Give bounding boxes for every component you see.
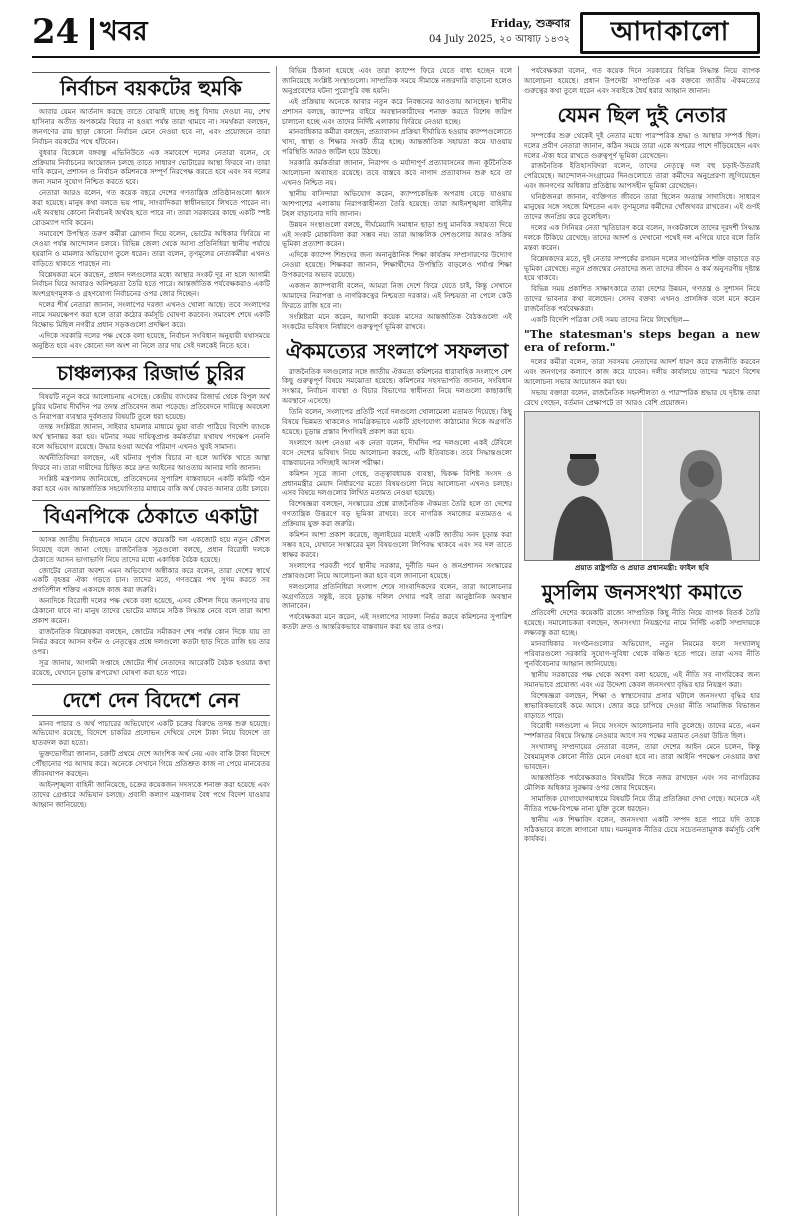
article-paragraph: পর্যবেক্ষকরা বলেন, গত কয়েক দিনে সরকারের বিভিন্ন সিদ্ধান্ত নিয়ে ব্যাপক আলোচনা হয়েছে। প্রধান উপদেষ্টা সাম্প্রতিক এক বক্তব্যে জাতীয় ঐকমত্যের গুরুত্বের কথা তুলে ধরেন এবং সবাইকে ধৈর্য ধরার আহ্বান জানান। bbox=[524, 66, 760, 95]
article-paragraph: কমিশন আশা প্রকাশ করেছে, জুলাইয়ের মধ্যেই একটি জাতীয় সনদ চূড়ান্ত করা সম্ভব হবে, যেখানে সংস্কারের মূল বিষয়গুলো লিপিবদ্ধ থাকবে এবং সব দল তাতে স্বাক্ষর করবে। bbox=[282, 530, 512, 559]
article-paragraph: স্থানীয় সরকারের পক্ষ থেকে অবশ্য বলা হয়েছে, এই নীতি সব নাগরিকের জন্য সমানভাবে প্রযোজ্য এবং এর উদ্দেশ্য কেবল জনসংখ্যা বৃদ্ধির হার নিয়ন্ত্রণ করা। bbox=[524, 669, 760, 689]
article-paragraph: সংলাপে অংশ নেওয়া এক নেতা বলেন, দীর্ঘদিন পর দলগুলো একই টেবিলে বসে দেশের ভবিষ্যৎ নিয়ে আলোচনা করছে, এটি ইতিবাচক। তবে সিদ্ধান্তগুলো বাস্তবায়নের সদিচ্ছাই আসল পরীক্ষা। bbox=[282, 437, 512, 467]
article-paragraph: পর্যবেক্ষকরা মনে করেন, এই সংলাপের সাফল্য নির্ভর করবে কমিশনের সুপারিশ কতটা দ্রুত ও আন্তরিকভাবে বাস্তবায়ন করা হয় তার ওপর। bbox=[282, 612, 512, 632]
article-headline: চাঞ্চল্যকর রিজার্ভ চুরির bbox=[32, 357, 270, 389]
article-paragraph: নেতারা আরও বলেন, গত কয়েক বছরে দেশের গণতান্ত্রিক প্রতিষ্ঠানগুলো ধ্বংস করা হয়েছে। মানুষ কথা বলতে ভয় পায়, সাংবাদিকরা স্বাধীনভাবে লিখতে পারেন না। এই অবস্থায় কোনো নির্বাচনই অর্থবহ হতে পারে না। তারা সরকারের কাছে একটি স্পষ্ট রোডম্যাপ দাবি করেন। bbox=[32, 188, 270, 227]
article-paragraph: রাজনৈতিক দলগুলোর সঙ্গে জাতীয় ঐকমত্য কমিশনের ধারাবাহিক সংলাপে বেশ কিছু গুরুত্বপূর্ণ বিষয়ে সমঝোতা হয়েছে। কমিশনের সহসভাপতি জানান, সংবিধান সংস্কার, নির্বাচন ব্যবস্থা ও বিচার বিভাগের স্বাধীনতা নিয়ে দলগুলো কাছাকাছি অবস্থানে এসেছে। bbox=[282, 366, 512, 406]
article-paragraph: বিশেষজ্ঞরা বলছেন, সংস্কারের প্রশ্নে রাজনৈতিক ঐকমত্য তৈরি হলে তা দেশের গণতান্ত্রিক উত্তরণে বড় ভূমিকা রাখবে। তবে নাগরিক সমাজের মতামতও এ প্রক্রিয়ায় যুক্ত করা জরুরি। bbox=[282, 499, 512, 529]
article-paragraph: মানবাধিকার সংগঠনগুলোর অভিযোগ, নতুন নিয়মের ফলে সংখ্যালঘু পরিবারগুলো সরকারি সুযোগ-সুবিধা থেকে বঞ্চিত হতে পারে। তারা এসব নীতি পুনর্বিবেচনার আহ্বান জানিয়েছে। bbox=[524, 639, 760, 668]
article-paragraph: একটি বিদেশি পত্রিকা সেই সময় তাদের নিয়ে লিখেছিল— bbox=[531, 315, 690, 325]
section-name: খবর bbox=[100, 16, 148, 47]
article-paragraph: মানবাধিকার কর্মীরা বলছেন, প্রত্যাবাসন প্রক্রিয়া দীর্ঘায়িত হওয়ায় ক্যাম্পগুলোতে খাদ্য, স্বাস্থ্য ও শিক্ষার সংকট তীব্র হচ্ছে। আন্তর্জাতিক সহায়তা কমে যাওয়ায় পরিস্থিতি আরও জটিল হয়ে উঠছে। bbox=[282, 127, 512, 157]
photo-left-portrait bbox=[525, 412, 642, 560]
person-silhouette-icon bbox=[548, 440, 618, 560]
article-headline: দেশে দেন বিদেশে নেন bbox=[32, 684, 270, 716]
article-paragraph: এদিকে ক্যাম্পে শিশুদের জন্য অনানুষ্ঠানিক শিক্ষা কার্যক্রম সম্প্রসারণের উদ্যোগ নেওয়া হয়েছে। শিক্ষকরা জানান, শিক্ষার্থীদের উপস্থিতি বাড়লেও পর্যাপ্ত শিক্ষা উপকরণের অভাব রয়েছে। bbox=[282, 250, 512, 280]
article-paragraph: আইনশৃঙ্খলা বাহিনী জানিয়েছে, চক্রের কয়েকজন সদস্যকে শনাক্ত করা হয়েছে এবং তাদের গ্রেপ্তারে অভিযান চলছে। প্রবাসী কল্যাণ মন্ত্রণালয় বৈধ পথে বিদেশ যাওয়ার আহ্বান জানিয়েছে। bbox=[32, 779, 270, 809]
article-paragraph: সংলাপের পরবর্তী পর্বে স্থানীয় সরকার, দুর্নীতি দমন ও জনপ্রশাসন সংস্কারের প্রস্তাবগুলো নিয়ে আলোচনা করা হবে বলে জানানো হয়েছে। bbox=[282, 560, 512, 580]
article-paragraph: প্রতিবেশী দেশের কয়েকটি রাজ্যে সাম্প্রতিক কিছু নীতি নিয়ে ব্যাপক বিতর্ক তৈরি হয়েছে। সমালোচকরা বলছেন, জনসংখ্যা নিয়ন্ত্রণের নামে নির্দিষ্ট একটি সম্প্রদায়কে লক্ষ্যবস্তু করা হচ্ছে। bbox=[524, 608, 760, 638]
photo-right-portrait bbox=[642, 412, 760, 560]
article-paragraph: অন্যদিকে বিরোধী দলের পক্ষ থেকে বলা হয়েছে, এসব কৌশল দিয়ে জনগণের রায় ঠেকানো যাবে না। মানুষ তাদের ভোটের মাধ্যমে সঠিক সিদ্ধান্ত নেবে বলে তারা আশা প্রকাশ করেন। bbox=[32, 596, 270, 626]
article-paragraph: সংশ্লিষ্টরা মনে করেন, আগামী কয়েক মাসের আন্তর্জাতিক বৈঠকগুলো এই সংকটের ভবিষ্যৎ নির্ধারণে গুরুত্বপূর্ণ ভূমিকা রাখবে। bbox=[282, 311, 512, 331]
newspaper-logo: আদাকালো bbox=[580, 12, 760, 54]
dateline bbox=[429, 16, 570, 48]
article-paragraph: ঘনিষ্ঠজনরা জানান, ব্যক্তিগত জীবনে তারা ছিলেন অত্যন্ত সাদাসিধে। সাধারণ মানুষের সঙ্গে সহজে মিশতেন এবং তৃণমূলের কর্মীদের খোঁজখবর রাখতেন। এই গুণই তাদের জনপ্রিয় করে তুলেছিল। bbox=[524, 192, 760, 221]
article-paragraph: বিষয়টি নতুন করে আলোচনায় এসেছে। কেন্দ্রীয় ব্যাংকের রিজার্ভ থেকে বিপুল অর্থ চুরির ঘটনায় দীর্ঘদিন পর তদন্ত প্রতিবেদন জমা পড়েছে। প্রতিবেদনে দায়িত্বে অবহেলা ও নিরাপত্তা ব্যবস্থার দুর্বলতার বিষয়টি তুলে ধরা হয়েছে। bbox=[32, 391, 270, 421]
article-paragraph: সম্পর্কের শুরু থেকেই দুই নেতার মধ্যে পারস্পরিক শ্রদ্ধা ও আস্থার সম্পর্ক ছিল। দলের প্রবীণ নেতারা জানান, কঠিন সময়ে তারা একে অপরের পাশে দাঁড়িয়েছেন এবং দলের ঐক্য ধরে রাখতে গুরুত্বপূর্ণ ভূমিকা রেখেছেন। bbox=[524, 130, 760, 160]
photo-caption: প্রয়াত রাষ্ট্রপতি ও প্রয়াত প্রধানমন্ত্রী: ফাইল ছবি bbox=[575, 563, 709, 573]
article-paragraph: বিশ্লেষকদের মতে, দুই নেতার সম্পর্কের রসায়ন দলের সাংগঠনিক শক্তি বাড়াতে বড় ভূমিকা রেখেছে। নতুন প্রজন্মের নেতাদের জন্য তাদের জীবন ও কর্ম অনুসরণীয় দৃষ্টান্ত হয়ে থাকবে। bbox=[524, 253, 760, 283]
article-paragraph: জোটের নেতারা অবশ্য এমন অভিযোগ অস্বীকার করে বলেন, তারা দেশের স্বার্থে একটি বৃহত্তর ঐক্য গড়তে চান। তাদের মতে, গণতন্ত্রের পথ সুগম করতে সব প্রগতিশীল শক্তির একসঙ্গে কাজ করা জরুরি। bbox=[32, 565, 270, 595]
article-paragraph: এদিকে সরকারি দলের পক্ষ থেকে বলা হয়েছে, নির্বাচন সংবিধান অনুযায়ী যথাসময়ে অনুষ্ঠিত হবে এবং কোনো দল অংশ না নিলে তার দায় সেই দলকেই নিতে হবে। bbox=[32, 330, 270, 350]
column-middle bbox=[282, 66, 512, 1218]
article-paragraph: বিশ্লেষকরা মনে করছেন, প্রধান দলগুলোর মধ্যে আস্থার সংকট দূর না হলে আগামী নির্বাচন ঘিরে আবারও অনিশ্চয়তা তৈরি হতে পারে। আন্তর্জাতিক পর্যবেক্ষকরাও একটি অংশগ্রহণমূলক ও গ্রহণযোগ্য নির্বাচনের ওপর জোর দিচ্ছেন। bbox=[32, 269, 270, 299]
pull-quote: "The statesman's steps began a new era of reform." bbox=[524, 327, 760, 354]
article-paragraph: দলের এক সিনিয়র নেতা স্মৃতিচারণ করে বলেন, সংকটকালে তাদের দূরদর্শী সিদ্ধান্ত দলকে টিকিয়ে রেখেছে। তাদের আদর্শ ও দেখানো পথেই দল এগিয়ে যাবে বলে তিনি মন্তব্য করেন। bbox=[524, 222, 760, 252]
article-paragraph: স্থানীয় বাসিন্দারা অভিযোগ করেন, ক্যাম্পকেন্দ্রিক অপরাধ বেড়ে যাওয়ায় আশপাশের এলাকায় নিরাপত্তাহীনতা তৈরি হয়েছে। তারা আইনশৃঙ্খলা বাহিনীর টহল বাড়ানোর দাবি জানান। bbox=[282, 188, 512, 218]
article-paragraph: আসন্ন জাতীয় নির্বাচনকে সামনে রেখে কয়েকটি দল একজোট হয়ে নতুন কৌশল নিয়েছে বলে জানা গেছে। রাজনৈতিক সূত্রগুলো বলছে, প্রধান বিরোধী দলকে ঠেকাতে আসন ভাগাভাগি নিয়ে তাদের মধ্যে একাধিক বৈঠক হয়েছে। bbox=[32, 534, 270, 564]
article-paragraph: মানব পাচার ও অর্থ পাচারের অভিযোগে একটি চক্রের বিরুদ্ধে তদন্ত শুরু হয়েছে। অভিযোগ রয়েছে, বিদেশে চাকরির প্রলোভন দেখিয়ে দেশে টাকা নিয়ে বিদেশে তা হাতবদল করা হতো। bbox=[32, 718, 270, 748]
article-paragraph: কমিশন সূত্রে জানা গেছে, তত্ত্বাবধায়ক ব্যবস্থা, দ্বিকক্ষ বিশিষ্ট সংসদ ও প্রধানমন্ত্রীর মেয়াদ নির্ধারণের মতো বিষয়গুলো নিয়ে আলোচনা এখনও চলছে। এসব বিষয়ে দলগুলোর লিখিত মতামত নেওয়া হয়েছে। bbox=[282, 468, 512, 498]
article-paragraph: দলগুলোর প্রতিনিধিরা সংলাপ শেষে সাংবাদিকদের বলেন, তারা আলোচনার অগ্রগতিতে সন্তুষ্ট, তবে চূড়ান্ত দলিল দেখার পরই তারা আনুষ্ঠানিক অবস্থান জানাবেন। bbox=[282, 581, 512, 611]
article-paragraph: আন্তর্জাতিক পর্যবেক্ষকরাও বিষয়টির দিকে নজর রাখছেন এবং সব নাগরিকের মৌলিক অধিকার সুরক্ষার ওপর জোর দিয়েছেন। bbox=[524, 772, 760, 792]
article-paragraph: একজন ক্যাম্পবাসী বলেন, আমরা নিজ দেশে ফিরে যেতে চাই, কিন্তু সেখানে আমাদের নিরাপত্তা ও নাগরিকত্বের নিশ্চয়তা দরকার। এই নিশ্চয়তা না পেলে কেউ ফিরতে রাজি হবে না। bbox=[282, 281, 512, 310]
article-paragraph: রাজনৈতিক বিশ্লেষকরা বলছেন, জোটের সমীকরণ শেষ পর্যন্ত কোন দিকে যায় তা নির্ভর করবে আসন বণ্টন ও নেতৃত্বের প্রশ্নে দলগুলো কতটা ছাড় দিতে রাজি হয় তার ওপর। bbox=[32, 626, 270, 656]
article-paragraph: রাজনৈতিক ইতিহাসবিদরা বলেন, তাদের নেতৃত্বে দল বহু চড়াই-উতরাই পেরিয়েছে। আন্দোলন-সংগ্রামের দিনগুলোতে তারা কর্মীদের অনুপ্রেরণা জুগিয়েছেন এবং জনগণের অধিকার প্রতিষ্ঠায় আপসহীন ভূমিকা রেখেছেন। bbox=[524, 161, 760, 191]
article-paragraph: এই প্রক্রিয়ায় অনেকে আবার নতুন করে নিবন্ধনের আওতায় আসছেন। স্থানীয় প্রশাসন বলছে, ক্যাম্পের বাইরে অবস্থানকারীদের শনাক্ত করতে বিশেষ জরিপ চালানো হচ্ছে এবং তাদের নির্দিষ্ট এলাকায় ফিরিয়ে নেওয়া হচ্ছে। bbox=[282, 96, 512, 126]
article-paragraph: স্থানীয় এক শিক্ষাবিদ বলেন, জনসংখ্যা একটি সম্পদ হতে পারে যদি তাকে সঠিকভাবে কাজে লাগানো যায়। দমনমূলক নীতির চেয়ে সচেতনতামূলক কর্মসূচি বেশি কার্যকর। bbox=[524, 814, 760, 844]
dateline-date: 04 July 2025, ২০ আষাঢ় ১৪৩২ bbox=[428, 34, 570, 45]
article-headline: ঐকমত্যের সংলাপে সফলতা bbox=[285, 338, 509, 363]
article-paragraph: বিরোধী দলগুলো এ নিয়ে সংসদে আলোচনার দাবি তুলেছে। তাদের মতে, এমন স্পর্শকাতর বিষয়ে সিদ্ধান্ত নেওয়ার আগে সব পক্ষের মতামত নেওয়া উচিত ছিল। bbox=[524, 721, 760, 741]
news-photo bbox=[524, 411, 760, 561]
article-paragraph: উন্নয়ন সংস্থাগুলো বলছে, দীর্ঘমেয়াদি সমাধান ছাড়া শুধু মানবিক সহায়তা দিয়ে এই সংকট মোকাবিলা করা সম্ভব নয়। তারা আঞ্চলিক দেশগুলোর আরও সক্রিয় ভূমিকা প্রত্যাশা করেন। bbox=[282, 219, 512, 249]
column-right bbox=[524, 66, 760, 1218]
article-paragraph: আবার যেমন আর্তনাদ করছে তাতে বোঝাই যাচ্ছে শুধু বিদায় দেওয়া নয়, শেখ হাসিনার অতীত অপকর্মের বিচার না হওয়া পর্যন্ত তারা থামবে না। সমর্থকরা বলছেন, জনগণের রায় ছাড়া কোনো নির্বাচন মেনে নেওয়া হবে না, এবং প্রয়োজনে তারা নির্বাচন বয়কটের পথে হাঁটবেন। bbox=[32, 107, 270, 146]
article-paragraph: তিনি বলেন, সংলাপের প্রতিটি পর্বে দলগুলো খোলামেলা মতামত দিয়েছে। কিছু বিষয়ে ভিন্নমত থাকলেও সামগ্রিকভাবে একটি গ্রহণযোগ্য কাঠামোর দিকে অগ্রগতি হয়েছে। চূড়ান্ত প্রস্তাব শিগগিরই প্রকাশ করা হবে। bbox=[282, 407, 512, 436]
article-headline: যেমন ছিল দুই নেতার bbox=[557, 102, 727, 127]
person-silhouette-icon bbox=[666, 440, 736, 560]
article-paragraph: সূত্র জানায়, আগামী সপ্তাহে জোটের শীর্ষ নেতাদের আরেকটি বৈঠক হওয়ার কথা রয়েছে, যেখানে চূড়ান্ত রূপরেখা ঘোষণা করা হতে পারে। bbox=[32, 657, 270, 677]
article-paragraph: বিশেষজ্ঞরা বলছেন, শিক্ষা ও স্বাস্থ্যসেবার প্রসার ঘটালে জনসংখ্যা বৃদ্ধির হার স্বাভাবিকভাবেই কমে আসে। জোর করে চাপিয়ে দেওয়া নীতি সামাজিক বিভাজন বাড়াতে পারে। bbox=[524, 690, 760, 720]
page-number-divider bbox=[90, 18, 94, 50]
article-paragraph: সামাজিক যোগাযোগমাধ্যমে বিষয়টি নিয়ে তীব্র প্রতিক্রিয়া দেখা গেছে। অনেকে এই নীতির পক্ষে-বিপক্ষে নানা যুক্তি তুলে ধরছেন। bbox=[524, 793, 760, 813]
column-left bbox=[32, 66, 270, 1218]
article-headline: বিএনপিকে ঠেকাতে একাট্টা bbox=[32, 500, 270, 532]
masthead bbox=[32, 12, 760, 58]
article-paragraph: বিভিন্ন ঠিকানা হয়েছে এবং তারা ক্যাম্পে ফিরে যেতে বাধ্য হচ্ছেন বলে জানিয়েছে সংশ্লিষ্ট সংস্থাগুলো। সাম্প্রতিক সময়ে সীমান্তে নজরদারি বাড়ানো হলেও অনুপ্রবেশের ঘটনা পুরোপুরি বন্ধ হয়নি। bbox=[282, 66, 512, 95]
article-paragraph: বিভিন্ন সময় প্রকাশিত সাক্ষাৎকারে তারা দেশের উন্নয়ন, গণতন্ত্র ও সুশাসন নিয়ে তাদের ভাবনার কথা বলেছেন। সেসব বক্তব্য এখনও প্রাসঙ্গিক বলে মনে করেন রাজনৈতিক পর্যবেক্ষকরা। bbox=[524, 284, 760, 314]
article-paragraph: সংশ্লিষ্ট মন্ত্রণালয় জানিয়েছে, প্রতিবেদনের সুপারিশ বাস্তবায়নে একটি কমিটি গঠন করা হবে এবং আন্তর্জাতিক সহযোগিতার মাধ্যমে বাকি অর্থ ফেরত আনার চেষ্টা চলবে। bbox=[32, 474, 270, 493]
article-paragraph: অর্থনীতিবিদরা বলছেন, এই ঘটনার পূর্ণাঙ্গ বিচার না হলে আর্থিক খাতে আস্থা ফিরবে না। তারা দায়ীদের চিহ্নিত করে দ্রুত আইনের আওতায় আনার দাবি জানান। bbox=[32, 453, 270, 473]
page-number: 24 bbox=[32, 12, 80, 52]
column-divider bbox=[518, 66, 519, 1216]
article-paragraph: সরকারি কর্মকর্তারা জানান, নিরাপদ ও মর্যাদাপূর্ণ প্রত্যাবাসনের জন্য কূটনৈতিক আলোচনা অব্যাহত রয়েছে। তবে বাস্তবে কবে নাগাদ প্রত্যাবাসন শুরু হবে তা এখনও নিশ্চিত নয়। bbox=[282, 158, 512, 187]
article-paragraph: সভায় বক্তারা বলেন, রাজনৈতিক সহনশীলতা ও পারস্পরিক শ্রদ্ধার যে দৃষ্টান্ত তারা রেখে গেছেন, বর্তমান প্রেক্ষাপটে তা আরও বেশি প্রয়োজন। bbox=[524, 387, 760, 407]
article-paragraph: সংখ্যালঘু সম্প্রদায়ের নেতারা বলেন, তারা দেশের আইন মেনে চলেন, কিন্তু বৈষম্যমূলক কোনো নীতি মেনে নেওয়া হবে না। তারা আইনি পদক্ষেপ নেওয়ার কথা ভাবছেন। bbox=[524, 742, 760, 772]
article-paragraph: দলের কর্মীরা বলেন, তারা সবসময় নেতাদের আদর্শ ধারণ করে রাজনীতি করবেন এবং জনগণের কল্যাণে কাজ করে যাবেন। দলীয় কার্যালয়ে তাদের স্মরণে বিশেষ আলোচনা সভার আয়োজন করা হয়। bbox=[524, 356, 760, 386]
article-paragraph: বুধবার বিকেলে বঙ্গবন্ধু এভিনিউতে এক সমাবেশে দলের নেতারা বলেন, যে প্রক্রিয়ায় নির্বাচনের আয়োজন চলছে তাতে সাধারণ ভোটারের আস্থা ফিরবে না। তারা দাবি করেন, প্রশাসন ও নির্বাচন কমিশনকে সম্পূর্ণ নিরপেক্ষ করতে হবে এবং সব দলের জন্য সমান সুযোগ নিশ্চিত করতে হবে। bbox=[32, 147, 270, 187]
article-paragraph: দলের শীর্ষ নেতারা জানান, সংলাপের দরজা এখনও খোলা আছে। তবে সংলাপের নামে সময়ক্ষেপণ করা হলে তারা কঠোর কর্মসূচি ঘোষণা করবেন। সমাবেশ শেষে একটি বিক্ষোভ মিছিল নগরীর প্রধান সড়কগুলো প্রদক্ষিণ করে। bbox=[32, 300, 270, 330]
article-paragraph: তদন্ত সংশ্লিষ্টরা জানান, সাইবার হামলার মাধ্যমে ভুয়া বার্তা পাঠিয়ে বিদেশি ব্যাংকে অর্থ স্থানান্তর করা হয়। ঘটনার সময় দায়িত্বপ্রাপ্ত কর্মকর্তারা যথাযথ পদক্ষেপ নেননি বলে অভিযোগ রয়েছে। উদ্ধার হওয়া অর্থের পরিমাণ এখনও খুবই সামান্য। bbox=[32, 422, 270, 452]
article-headline: নির্বাচন বয়কটের হুমকি bbox=[32, 72, 270, 104]
article-headline: মুসলিম জনসংখ্যা কমাতে bbox=[541, 580, 743, 605]
article-paragraph: ভুক্তভোগীরা জানান, চক্রটি প্রথমে দেশে আংশিক অর্থ নেয় এবং বাকি টাকা বিদেশে পৌঁছানোর পর আদায় করে। অনেকে সেখানে গিয়ে প্রতিশ্রুত কাজ না পেয়ে মানবেতর জীবনযাপন করছেন। bbox=[32, 749, 270, 779]
column-divider bbox=[276, 66, 277, 1216]
dateline-day: Friday, শুক্রবার bbox=[490, 17, 570, 30]
article-paragraph: সমাবেশে উপস্থিত তরুণ কর্মীরা স্লোগান দিয়ে বলেন, ভোটের অধিকার ফিরিয়ে না দেওয়া পর্যন্ত আন্দোলন চলবে। বিভিন্ন জেলা থেকে আসা প্রতিনিধিরা স্থানীয় পর্যায়ে হয়রানি ও মামলার অভিযোগ তুলে ধরেন। তারা বলেন, তৃণমূলের নেতাকর্মীরা এখনও বাড়িতে থাকতে পারছেন না। bbox=[32, 228, 270, 268]
